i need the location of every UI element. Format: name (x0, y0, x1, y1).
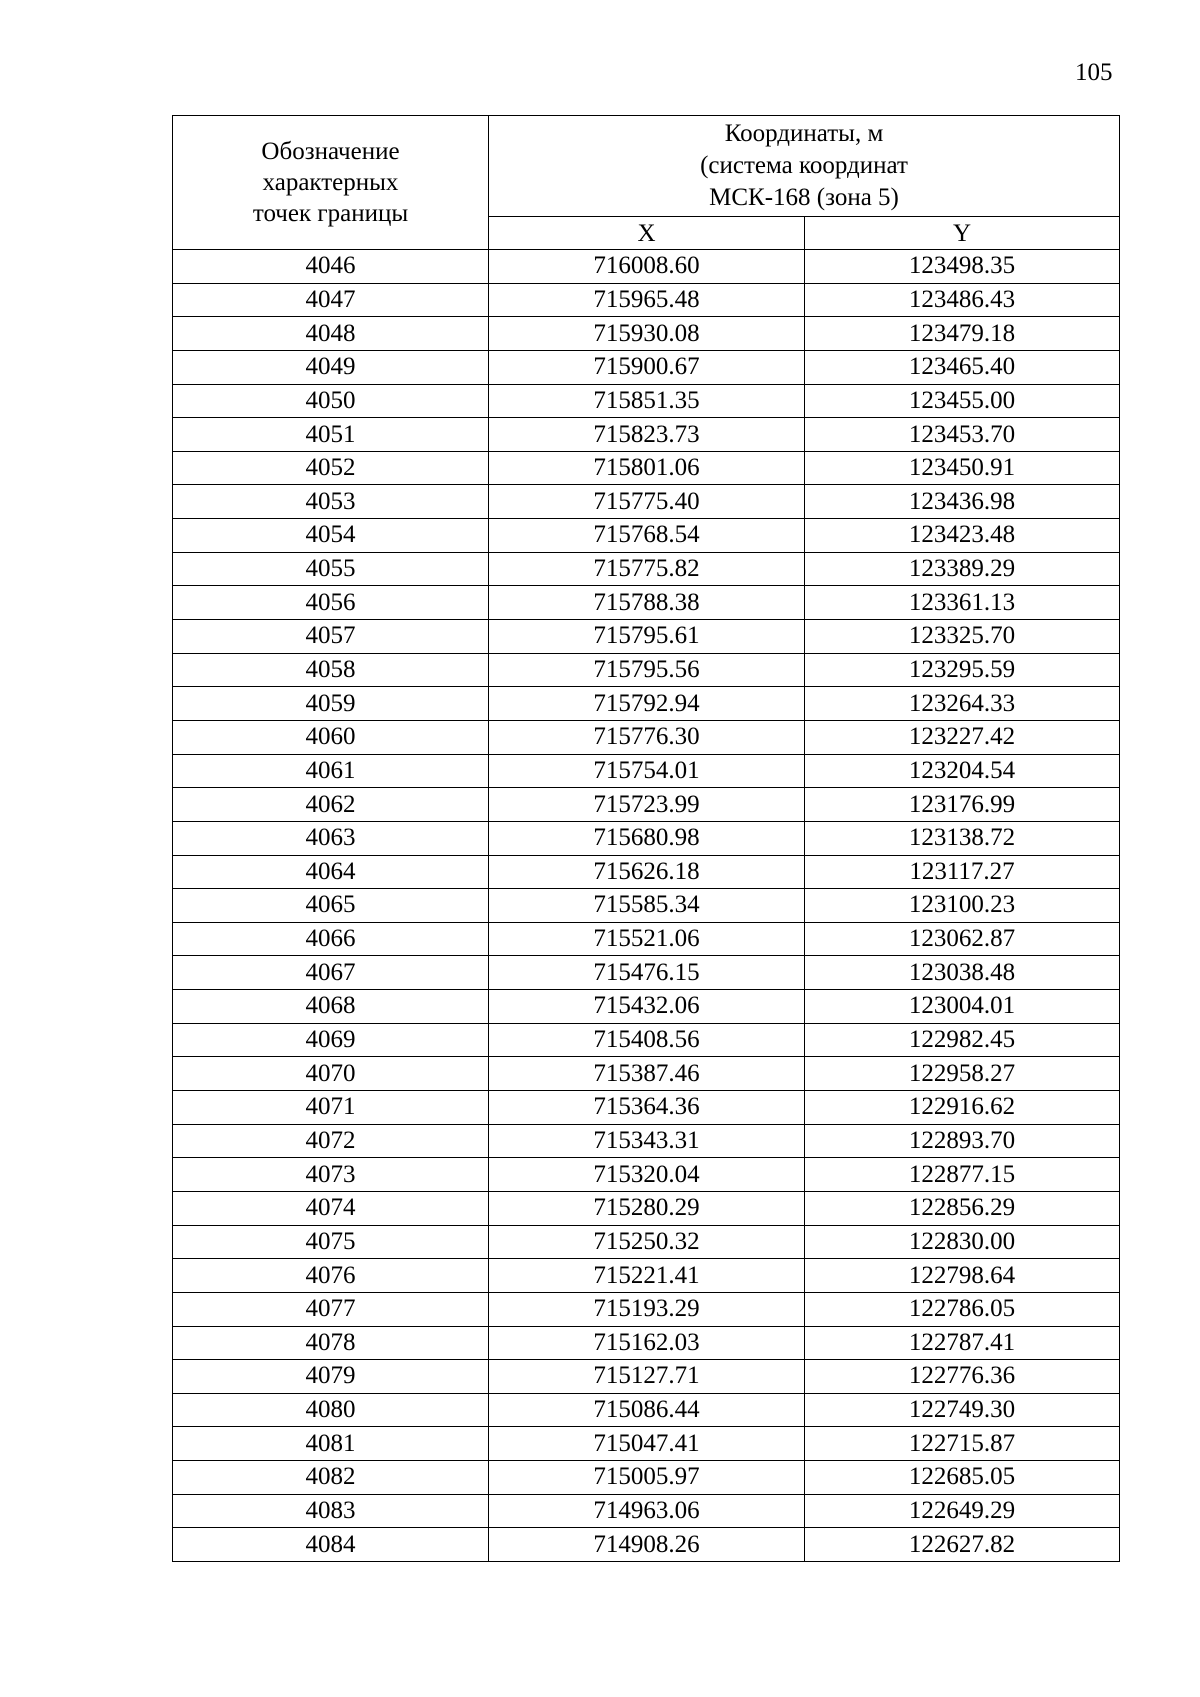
x-coordinate-cell: 714963.06 (489, 1494, 805, 1528)
point-cell: 4048 (173, 317, 489, 351)
table-row (173, 687, 1120, 721)
x-coordinate-cell: 715626.18 (489, 855, 805, 889)
table-row (173, 1326, 1120, 1360)
y-coordinate-cell: 122958.27 (805, 1057, 1120, 1091)
point-cell: 4081 (173, 1427, 489, 1461)
point-cell: 4079 (173, 1360, 489, 1394)
y-coordinate-cell: 123117.27 (805, 855, 1120, 889)
y-coordinate-cell: 123465.40 (805, 350, 1120, 384)
y-coordinate-cell: 123138.72 (805, 821, 1120, 855)
point-cell: 4065 (173, 889, 489, 923)
y-coordinate-cell: 123004.01 (805, 990, 1120, 1024)
table-row (173, 519, 1120, 553)
table-row (173, 1360, 1120, 1394)
table-row (173, 1259, 1120, 1293)
table-row (173, 1494, 1120, 1528)
table-row (173, 451, 1120, 485)
point-cell: 4083 (173, 1494, 489, 1528)
point-cell: 4047 (173, 283, 489, 317)
y-coordinate-cell: 122830.00 (805, 1225, 1120, 1259)
point-cell: 4069 (173, 1023, 489, 1057)
y-coordinate-cell: 123450.91 (805, 451, 1120, 485)
y-coordinate-cell: 123361.13 (805, 586, 1120, 620)
header-y: Y (805, 217, 1120, 250)
y-coordinate-cell: 123325.70 (805, 620, 1120, 654)
table-row (173, 1427, 1120, 1461)
x-coordinate-cell: 715680.98 (489, 821, 805, 855)
table-row (173, 552, 1120, 586)
y-coordinate-cell: 123062.87 (805, 922, 1120, 956)
y-coordinate-cell: 123423.48 (805, 519, 1120, 553)
x-coordinate-cell: 715250.32 (489, 1225, 805, 1259)
table-row (173, 1158, 1120, 1192)
point-cell: 4056 (173, 586, 489, 620)
table-row (173, 956, 1120, 990)
table-row (173, 485, 1120, 519)
x-coordinate-cell: 715792.94 (489, 687, 805, 721)
x-coordinate-cell: 715221.41 (489, 1259, 805, 1293)
point-cell: 4075 (173, 1225, 489, 1259)
table-row (173, 653, 1120, 687)
x-coordinate-cell: 716008.60 (489, 250, 805, 284)
table-row (173, 990, 1120, 1024)
table-row (173, 1225, 1120, 1259)
x-coordinate-cell: 715823.73 (489, 418, 805, 452)
y-coordinate-cell: 123486.43 (805, 283, 1120, 317)
table-row (173, 922, 1120, 956)
x-coordinate-cell: 715086.44 (489, 1393, 805, 1427)
table-row (173, 1191, 1120, 1225)
x-coordinate-cell: 715320.04 (489, 1158, 805, 1192)
point-cell: 4050 (173, 384, 489, 418)
y-coordinate-cell: 122749.30 (805, 1393, 1120, 1427)
table-row (173, 1393, 1120, 1427)
point-cell: 4053 (173, 485, 489, 519)
point-cell: 4054 (173, 519, 489, 553)
table-row (173, 1023, 1120, 1057)
table-row (173, 1057, 1120, 1091)
table-row (173, 1528, 1120, 1562)
point-cell: 4068 (173, 990, 489, 1024)
table-row (173, 1461, 1120, 1495)
header-x: X (489, 217, 805, 250)
table-row (173, 889, 1120, 923)
x-coordinate-cell: 715723.99 (489, 788, 805, 822)
x-coordinate-cell: 715162.03 (489, 1326, 805, 1360)
x-coordinate-cell: 715127.71 (489, 1360, 805, 1394)
x-coordinate-cell: 715364.36 (489, 1091, 805, 1125)
y-coordinate-cell: 123498.35 (805, 250, 1120, 284)
x-coordinate-cell: 715343.31 (489, 1124, 805, 1158)
point-cell: 4062 (173, 788, 489, 822)
x-coordinate-cell: 715585.34 (489, 889, 805, 923)
y-coordinate-cell: 123100.23 (805, 889, 1120, 923)
point-cell: 4076 (173, 1259, 489, 1293)
table-row (173, 788, 1120, 822)
point-cell: 4063 (173, 821, 489, 855)
y-coordinate-cell: 122893.70 (805, 1124, 1120, 1158)
x-coordinate-cell: 715432.06 (489, 990, 805, 1024)
point-cell: 4082 (173, 1461, 489, 1495)
x-coordinate-cell: 715801.06 (489, 451, 805, 485)
x-coordinate-cell: 715521.06 (489, 922, 805, 956)
point-cell: 4049 (173, 350, 489, 384)
x-coordinate-cell: 715280.29 (489, 1191, 805, 1225)
page-number: 105 (1075, 59, 1113, 86)
table-row (173, 586, 1120, 620)
x-coordinate-cell: 715193.29 (489, 1292, 805, 1326)
x-coordinate-cell: 715851.35 (489, 384, 805, 418)
point-cell: 4067 (173, 956, 489, 990)
x-coordinate-cell: 715047.41 (489, 1427, 805, 1461)
x-coordinate-cell: 715965.48 (489, 283, 805, 317)
x-coordinate-cell: 715900.67 (489, 350, 805, 384)
table-row (173, 418, 1120, 452)
point-cell: 4059 (173, 687, 489, 721)
x-coordinate-cell: 715005.97 (489, 1461, 805, 1495)
y-coordinate-cell: 123038.48 (805, 956, 1120, 990)
table-row (173, 317, 1120, 351)
y-coordinate-cell: 123453.70 (805, 418, 1120, 452)
x-coordinate-cell: 715795.61 (489, 620, 805, 654)
point-cell: 4072 (173, 1124, 489, 1158)
point-cell: 4084 (173, 1528, 489, 1562)
point-cell: 4051 (173, 418, 489, 452)
y-coordinate-cell: 123455.00 (805, 384, 1120, 418)
y-coordinate-cell: 123204.54 (805, 754, 1120, 788)
x-coordinate-cell: 715387.46 (489, 1057, 805, 1091)
point-cell: 4055 (173, 552, 489, 586)
y-coordinate-cell: 122877.15 (805, 1158, 1120, 1192)
table-row (173, 754, 1120, 788)
point-cell: 4070 (173, 1057, 489, 1091)
y-coordinate-cell: 122916.62 (805, 1091, 1120, 1125)
point-cell: 4074 (173, 1191, 489, 1225)
y-coordinate-cell: 123436.98 (805, 485, 1120, 519)
table-row (173, 283, 1120, 317)
table-body (173, 250, 1120, 1562)
table-row (173, 384, 1120, 418)
table-row (173, 620, 1120, 654)
header-designation: Обозначение характерных точек границы (173, 116, 489, 250)
y-coordinate-cell: 123264.33 (805, 687, 1120, 721)
point-cell: 4061 (173, 754, 489, 788)
point-cell: 4057 (173, 620, 489, 654)
y-coordinate-cell: 122787.41 (805, 1326, 1120, 1360)
y-coordinate-cell: 123389.29 (805, 552, 1120, 586)
y-coordinate-cell: 122627.82 (805, 1528, 1120, 1562)
table-row (173, 1091, 1120, 1125)
x-coordinate-cell: 715476.15 (489, 956, 805, 990)
y-coordinate-cell: 123176.99 (805, 788, 1120, 822)
point-cell: 4077 (173, 1292, 489, 1326)
x-coordinate-cell: 715795.56 (489, 653, 805, 687)
x-coordinate-cell: 714908.26 (489, 1528, 805, 1562)
y-coordinate-cell: 122798.64 (805, 1259, 1120, 1293)
point-cell: 4073 (173, 1158, 489, 1192)
x-coordinate-cell: 715754.01 (489, 754, 805, 788)
table-header (173, 116, 1120, 250)
point-cell: 4058 (173, 653, 489, 687)
table-row (173, 720, 1120, 754)
y-coordinate-cell: 122982.45 (805, 1023, 1120, 1057)
y-coordinate-cell: 122786.05 (805, 1292, 1120, 1326)
table-row (173, 1124, 1120, 1158)
x-coordinate-cell: 715776.30 (489, 720, 805, 754)
table-row (173, 855, 1120, 889)
header-coordinates: Координаты, м (система координат МСК-168 (зона 5) (489, 116, 1120, 217)
table-row (173, 821, 1120, 855)
y-coordinate-cell: 122649.29 (805, 1494, 1120, 1528)
table-row (173, 1292, 1120, 1326)
x-coordinate-cell: 715788.38 (489, 586, 805, 620)
point-cell: 4060 (173, 720, 489, 754)
point-cell: 4078 (173, 1326, 489, 1360)
x-coordinate-cell: 715768.54 (489, 519, 805, 553)
y-coordinate-cell: 122856.29 (805, 1191, 1120, 1225)
table-row (173, 350, 1120, 384)
y-coordinate-cell: 123479.18 (805, 317, 1120, 351)
x-coordinate-cell: 715775.82 (489, 552, 805, 586)
x-coordinate-cell: 715408.56 (489, 1023, 805, 1057)
y-coordinate-cell: 123227.42 (805, 720, 1120, 754)
point-cell: 4066 (173, 922, 489, 956)
y-coordinate-cell: 122685.05 (805, 1461, 1120, 1495)
coordinates-table (172, 115, 1120, 1562)
point-cell: 4064 (173, 855, 489, 889)
y-coordinate-cell: 122715.87 (805, 1427, 1120, 1461)
point-cell: 4080 (173, 1393, 489, 1427)
y-coordinate-cell: 122776.36 (805, 1360, 1120, 1394)
x-coordinate-cell: 715930.08 (489, 317, 805, 351)
point-cell: 4052 (173, 451, 489, 485)
point-cell: 4046 (173, 250, 489, 284)
table-row (173, 250, 1120, 284)
x-coordinate-cell: 715775.40 (489, 485, 805, 519)
point-cell: 4071 (173, 1091, 489, 1125)
y-coordinate-cell: 123295.59 (805, 653, 1120, 687)
